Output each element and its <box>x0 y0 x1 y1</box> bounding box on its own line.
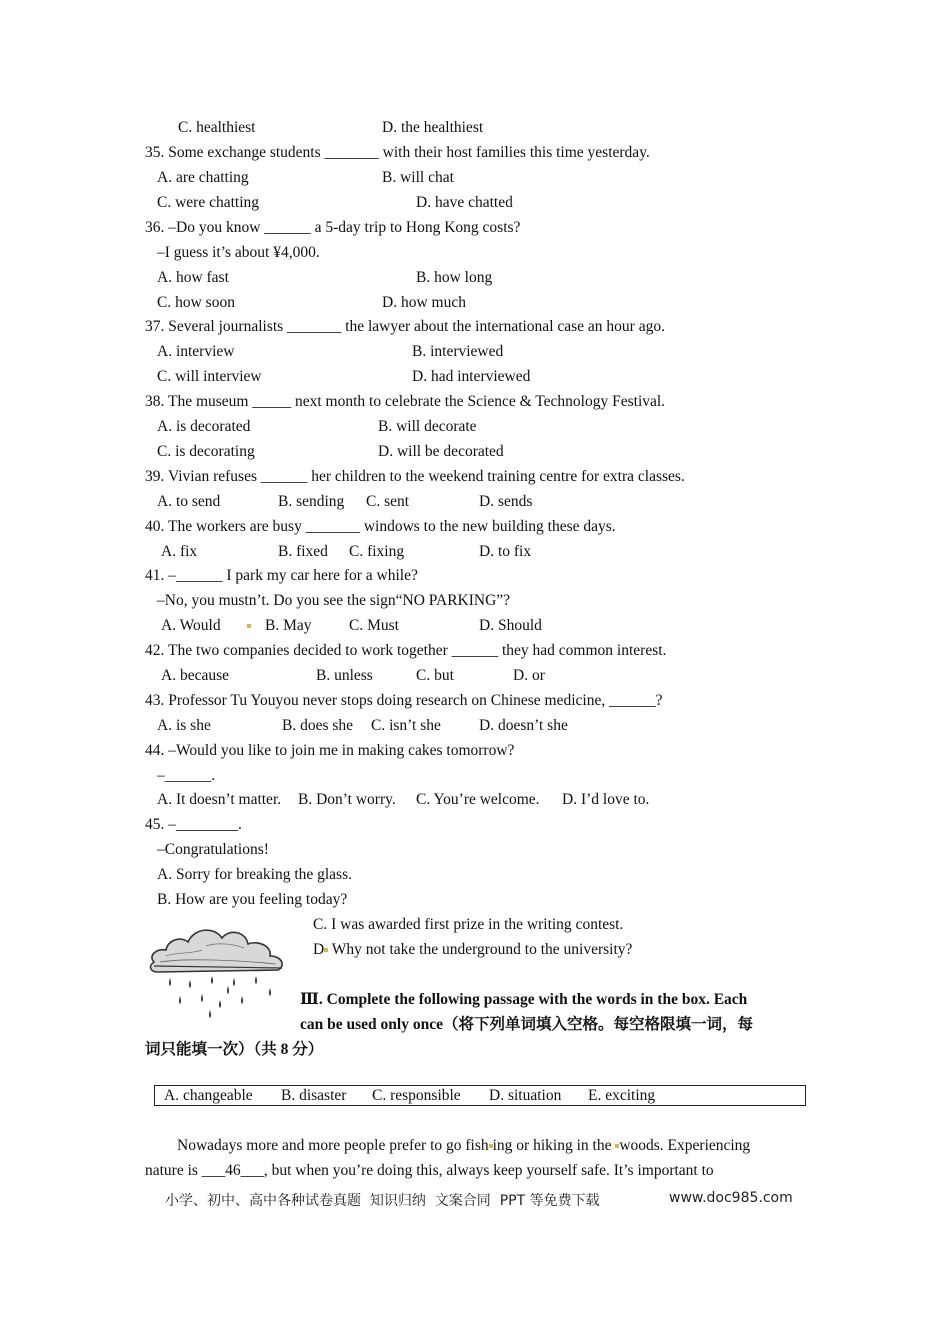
q38-stem: 38. The museum _____ next month to celebrate the Science & Technology Festival. <box>145 393 666 410</box>
q44-stem: 44. –Would you like to join me in making cakes tomorrow? <box>145 742 515 759</box>
passage-text: Nowadays more and more people prefer to go fish <box>177 1137 489 1154</box>
q36-option-b: B. how long <box>416 269 493 286</box>
q38-option-c: C. is decorating <box>157 443 255 460</box>
q40-option-b: B. fixed <box>278 543 328 560</box>
q43-option-d: D. doesn’t she <box>479 717 568 734</box>
q36-option-d: D. how much <box>382 294 466 311</box>
q35-option-d: D. have chatted <box>416 194 513 211</box>
footer-text: 小学、初中、高中各种试卷真题 知识归纳 文案合同 PPT 等免费下载 <box>165 1193 600 1209</box>
q36-option-a: A. how fast <box>157 269 229 286</box>
passage-line-2: nature is ___46___, but when you’re doing this, always keep yourself safe. It’s important to <box>145 1162 714 1179</box>
speck-mark <box>247 616 251 636</box>
q38-option-d: D. will be decorated <box>378 443 504 460</box>
section-3-heading-line3: 词只能填一次）（共 8 分） <box>145 1041 324 1058</box>
q41-option-a: A. Would <box>161 617 221 634</box>
q42-option-d: D. or <box>513 667 545 684</box>
q37-stem: 37. Several journalists _______ the lawyer about the international case an hour ago. <box>145 318 665 335</box>
word-option-d: D. situation <box>489 1087 562 1104</box>
q37-option-b: B. interviewed <box>412 343 504 360</box>
q39-stem: 39. Vivian refuses ______ her children to the weekend training centre for extra classes. <box>145 468 685 485</box>
q41-option-c: C. Must <box>349 617 399 634</box>
q40-option-c: C. fixing <box>349 543 405 560</box>
q37-option-d: D. had interviewed <box>412 368 531 385</box>
q45-option-d <box>313 940 632 960</box>
q43-option-a: A. is she <box>157 717 211 734</box>
word-option-b: B. disaster <box>281 1087 347 1104</box>
q42-stem: 42. The two companies decided to work together ______ they had common interest. <box>145 642 667 659</box>
q35-option-c: C. were chatting <box>157 194 260 211</box>
q42-option-a: A. because <box>161 667 229 684</box>
q44-option-b: B. Don’t worry. <box>298 791 396 808</box>
q41-option-b: B. May <box>265 617 312 634</box>
word-option-c: C. responsible <box>372 1087 461 1104</box>
q45-option-a: A. Sorry for breaking the glass. <box>157 866 352 883</box>
q38-option-b: B. will decorate <box>378 418 477 435</box>
q38-option-a: A. is decorated <box>157 418 251 435</box>
q35-option-b: B. will chat <box>382 169 454 186</box>
passage-line-1 <box>145 1133 806 1158</box>
footer-url: www.doc985.com <box>669 1190 793 1206</box>
q43-option-c: C. isn’t she <box>371 717 441 734</box>
q34-option-d: D. the healthiest <box>382 119 484 136</box>
rain-cloud-illustration <box>146 916 291 1020</box>
q40-stem: 40. The workers are busy _______ windows to the new building these days. <box>145 518 616 535</box>
q44-option-c: C. You’re welcome. <box>416 791 540 808</box>
q39-option-d: D. sends <box>479 493 533 510</box>
q43-stem: 43. Professor Tu Youyou never stops doing research on Chinese medicine, ______? <box>145 692 663 709</box>
section-3-heading-line2: can be used only once（将下列单词填入空格。每空格限填一词，每 <box>300 1016 753 1033</box>
q42-option-b: B. unless <box>316 667 373 684</box>
q39-option-a: A. to send <box>157 493 221 510</box>
q39-option-b: B. sending <box>278 493 345 510</box>
passage-text: ing or hiking in the <box>492 1137 616 1154</box>
q36-option-c: C. how soon <box>157 294 235 311</box>
passage-text: woods. Experiencing <box>619 1137 751 1154</box>
q44-reply: –______. <box>157 767 216 784</box>
q45-option-c: C. I was awarded first prize in the writing contest. <box>313 916 624 933</box>
word-option-a: A. changeable <box>164 1087 253 1104</box>
q37-option-c: C. will interview <box>157 368 262 385</box>
q43-option-b: B. does she <box>282 717 354 734</box>
section-3-heading-line1: Ⅲ. Complete the following passage with the words in the box. Each <box>300 991 748 1008</box>
q41-reply: –No, you mustn’t. Do you see the sign“NO PARKING”? <box>157 592 511 609</box>
word-option-e: E. exciting <box>588 1087 656 1104</box>
q45-reply: –Congratulations! <box>157 841 269 858</box>
q45-option-b: B. How are you feeling today? <box>157 891 348 908</box>
q41-stem: 41. –______ I park my car here for a while? <box>145 567 418 584</box>
q45-option-d-letter: D <box>313 941 325 958</box>
q34-option-c: C. healthiest <box>178 119 256 136</box>
q42-option-c: C. but <box>416 667 454 684</box>
q40-option-d: D. to fix <box>479 543 532 560</box>
q44-option-d: D. I’d love to. <box>562 791 650 808</box>
q35-stem: 35. Some exchange students _______ with their host families this time yesterday. <box>145 144 650 161</box>
q45-option-d-text: Why not take the underground to the university? <box>328 941 633 958</box>
q36-reply: –I guess it’s about ¥4,000. <box>157 244 320 261</box>
q39-option-c: C. sent <box>366 493 410 510</box>
q41-option-d: D. Should <box>479 617 542 634</box>
q35-option-a: A. are chatting <box>157 169 249 186</box>
word-box <box>154 1085 806 1106</box>
q40-option-a: A. fix <box>161 543 198 560</box>
q45-stem: 45. –________. <box>145 816 242 833</box>
q37-option-a: A. interview <box>157 343 235 360</box>
q36-stem: 36. –Do you know ______ a 5-day trip to Hong Kong costs? <box>145 219 521 236</box>
q44-option-a: A. It doesn’t matter. <box>157 791 282 808</box>
